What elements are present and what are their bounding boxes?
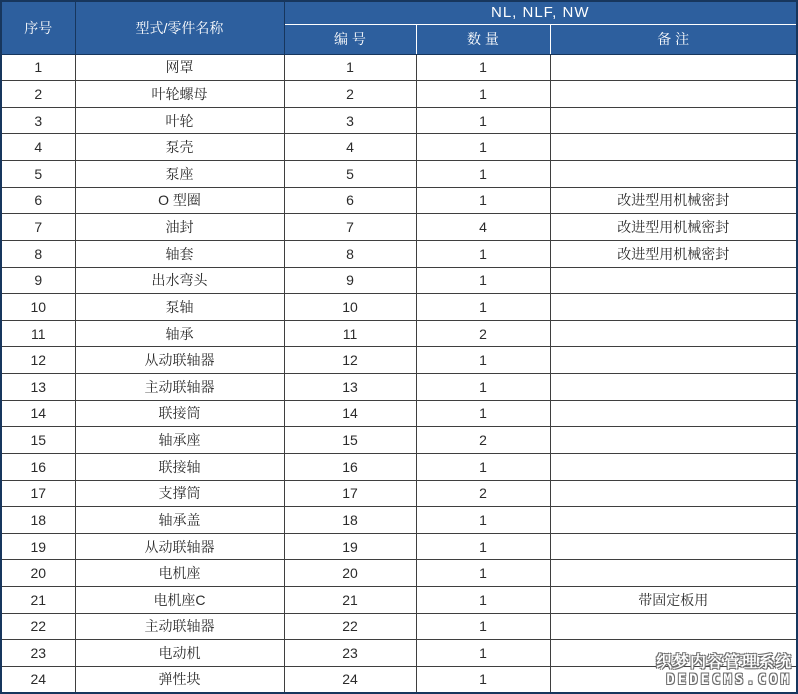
cell-serial: 19 xyxy=(1,533,75,560)
cell-quantity: 2 xyxy=(416,427,550,454)
table-row xyxy=(1,453,797,480)
cell-number: 8 xyxy=(284,240,416,267)
watermark-cms-name: 织梦内容管理系统 xyxy=(655,653,792,671)
cell-serial: 7 xyxy=(1,214,75,241)
cell-part-name: 主动联轴器 xyxy=(75,374,284,401)
cell-part-name: 泵轴 xyxy=(75,294,284,321)
cell-serial: 3 xyxy=(1,107,75,134)
cell-part-name: 联接筒 xyxy=(75,400,284,427)
cell-remark xyxy=(550,320,797,347)
cell-quantity: 1 xyxy=(416,640,550,667)
cell-quantity: 1 xyxy=(416,161,550,188)
cell-remark xyxy=(550,294,797,321)
cell-part-name: 泵座 xyxy=(75,161,284,188)
cell-remark xyxy=(550,427,797,454)
table-row xyxy=(1,560,797,587)
cell-part-name: 出水弯头 xyxy=(75,267,284,294)
cell-number: 9 xyxy=(284,267,416,294)
table-row xyxy=(1,187,797,214)
cell-quantity: 4 xyxy=(416,214,550,241)
table-body xyxy=(1,54,797,693)
cell-remark xyxy=(550,453,797,480)
table-row xyxy=(1,107,797,134)
cell-remark: 改进型用机械密封 xyxy=(550,214,797,241)
cell-quantity: 1 xyxy=(416,81,550,108)
cell-quantity: 1 xyxy=(416,666,550,693)
table-row xyxy=(1,240,797,267)
cell-serial: 14 xyxy=(1,400,75,427)
watermark-domain: DEDECMS.COM xyxy=(666,671,792,688)
table-row xyxy=(1,347,797,374)
header-remark: 备 注 xyxy=(550,24,797,54)
cell-number: 2 xyxy=(284,81,416,108)
cell-number: 5 xyxy=(284,161,416,188)
cell-part-name: 轴承盖 xyxy=(75,507,284,534)
table-row xyxy=(1,480,797,507)
cell-serial: 13 xyxy=(1,374,75,401)
table-row xyxy=(1,81,797,108)
cell-quantity: 1 xyxy=(416,453,550,480)
header-model-part-name: 型式/零件名称 xyxy=(75,1,284,54)
table-row xyxy=(1,587,797,614)
table-row xyxy=(1,161,797,188)
cell-quantity: 1 xyxy=(416,240,550,267)
cell-serial: 1 xyxy=(1,54,75,81)
cell-part-name: 泵壳 xyxy=(75,134,284,161)
table-row xyxy=(1,54,797,81)
cell-part-name: 轴承 xyxy=(75,320,284,347)
cell-quantity: 1 xyxy=(416,533,550,560)
cell-quantity: 1 xyxy=(416,374,550,401)
cell-number: 15 xyxy=(284,427,416,454)
header-series-group: NL, NLF, NW xyxy=(284,1,797,24)
header-number: 编 号 xyxy=(284,24,416,54)
cell-remark: 改进型用机械密封 xyxy=(550,187,797,214)
cell-serial: 17 xyxy=(1,480,75,507)
cell-remark xyxy=(550,640,797,667)
cell-quantity: 1 xyxy=(416,187,550,214)
cell-quantity: 1 xyxy=(416,107,550,134)
cell-quantity: 1 xyxy=(416,267,550,294)
cell-quantity: 1 xyxy=(416,507,550,534)
cell-quantity: 2 xyxy=(416,320,550,347)
cell-serial: 15 xyxy=(1,427,75,454)
cell-number: 6 xyxy=(284,187,416,214)
table-row xyxy=(1,400,797,427)
cell-number: 13 xyxy=(284,374,416,401)
cell-remark: 改进型用机械密封 xyxy=(550,240,797,267)
cell-remark xyxy=(550,480,797,507)
cell-quantity: 1 xyxy=(416,347,550,374)
cell-remark xyxy=(550,134,797,161)
cell-number: 22 xyxy=(284,613,416,640)
cell-number: 1 xyxy=(284,54,416,81)
cell-remark xyxy=(550,533,797,560)
cell-number: 12 xyxy=(284,347,416,374)
cell-remark xyxy=(550,81,797,108)
cell-serial: 5 xyxy=(1,161,75,188)
table-row xyxy=(1,374,797,401)
cell-part-name: 网罩 xyxy=(75,54,284,81)
cell-part-name: 叶轮螺母 xyxy=(75,81,284,108)
cell-part-name: 电机座C xyxy=(75,587,284,614)
cell-remark xyxy=(550,107,797,134)
cell-number: 4 xyxy=(284,134,416,161)
cell-serial: 18 xyxy=(1,507,75,534)
cell-remark xyxy=(550,400,797,427)
cell-remark xyxy=(550,613,797,640)
cell-part-name: 轴承座 xyxy=(75,427,284,454)
cell-part-name: 叶轮 xyxy=(75,107,284,134)
cell-quantity: 1 xyxy=(416,54,550,81)
cell-number: 24 xyxy=(284,666,416,693)
cell-remark: 带固定板用 xyxy=(550,587,797,614)
header-quantity: 数 量 xyxy=(416,24,550,54)
table-header xyxy=(1,1,797,54)
cell-quantity: 2 xyxy=(416,480,550,507)
cell-number: 11 xyxy=(284,320,416,347)
cell-number: 21 xyxy=(284,587,416,614)
cell-part-name: 主动联轴器 xyxy=(75,613,284,640)
cell-part-name: 电动机 xyxy=(75,640,284,667)
cell-part-name: 联接轴 xyxy=(75,453,284,480)
cell-serial: 6 xyxy=(1,187,75,214)
cell-remark xyxy=(550,507,797,534)
table-row xyxy=(1,640,797,667)
cell-part-name: 弹性块 xyxy=(75,666,284,693)
cell-remark xyxy=(550,666,797,693)
table-row xyxy=(1,294,797,321)
cell-serial: 10 xyxy=(1,294,75,321)
cell-part-name: 支撑筒 xyxy=(75,480,284,507)
cell-serial: 11 xyxy=(1,320,75,347)
cell-remark xyxy=(550,161,797,188)
cell-remark xyxy=(550,347,797,374)
cell-quantity: 1 xyxy=(416,400,550,427)
cell-number: 23 xyxy=(284,640,416,667)
cell-part-name: 油封 xyxy=(75,214,284,241)
table-row xyxy=(1,507,797,534)
cell-number: 16 xyxy=(284,453,416,480)
cell-number: 14 xyxy=(284,400,416,427)
cell-part-name: 从动联轴器 xyxy=(75,347,284,374)
cell-number: 19 xyxy=(284,533,416,560)
cell-number: 10 xyxy=(284,294,416,321)
table-row xyxy=(1,320,797,347)
cell-part-name: 轴套 xyxy=(75,240,284,267)
cell-quantity: 1 xyxy=(416,294,550,321)
cell-serial: 24 xyxy=(1,666,75,693)
cell-quantity: 1 xyxy=(416,587,550,614)
table-row xyxy=(1,613,797,640)
table-row xyxy=(1,134,797,161)
cell-part-name: 从动联轴器 xyxy=(75,533,284,560)
cell-serial: 20 xyxy=(1,560,75,587)
table-row xyxy=(1,533,797,560)
cell-quantity: 1 xyxy=(416,134,550,161)
table-row xyxy=(1,666,797,693)
cell-number: 7 xyxy=(284,214,416,241)
cell-part-name: O 型圈 xyxy=(75,187,284,214)
cell-serial: 22 xyxy=(1,613,75,640)
table-row xyxy=(1,214,797,241)
table-row xyxy=(1,267,797,294)
cell-remark xyxy=(550,560,797,587)
cell-quantity: 1 xyxy=(416,560,550,587)
cell-number: 17 xyxy=(284,480,416,507)
cell-part-name: 电机座 xyxy=(75,560,284,587)
cell-serial: 4 xyxy=(1,134,75,161)
cell-remark xyxy=(550,267,797,294)
cell-remark xyxy=(550,374,797,401)
cell-number: 3 xyxy=(284,107,416,134)
cell-remark xyxy=(550,54,797,81)
header-serial: 序号 xyxy=(1,1,75,54)
table-row xyxy=(1,427,797,454)
cell-serial: 8 xyxy=(1,240,75,267)
cell-serial: 16 xyxy=(1,453,75,480)
cell-serial: 2 xyxy=(1,81,75,108)
cell-quantity: 1 xyxy=(416,613,550,640)
cell-serial: 9 xyxy=(1,267,75,294)
cell-serial: 12 xyxy=(1,347,75,374)
cell-number: 18 xyxy=(284,507,416,534)
header-row-top xyxy=(1,1,797,24)
cell-number: 20 xyxy=(284,560,416,587)
cell-serial: 21 xyxy=(1,587,75,614)
cell-serial: 23 xyxy=(1,640,75,667)
